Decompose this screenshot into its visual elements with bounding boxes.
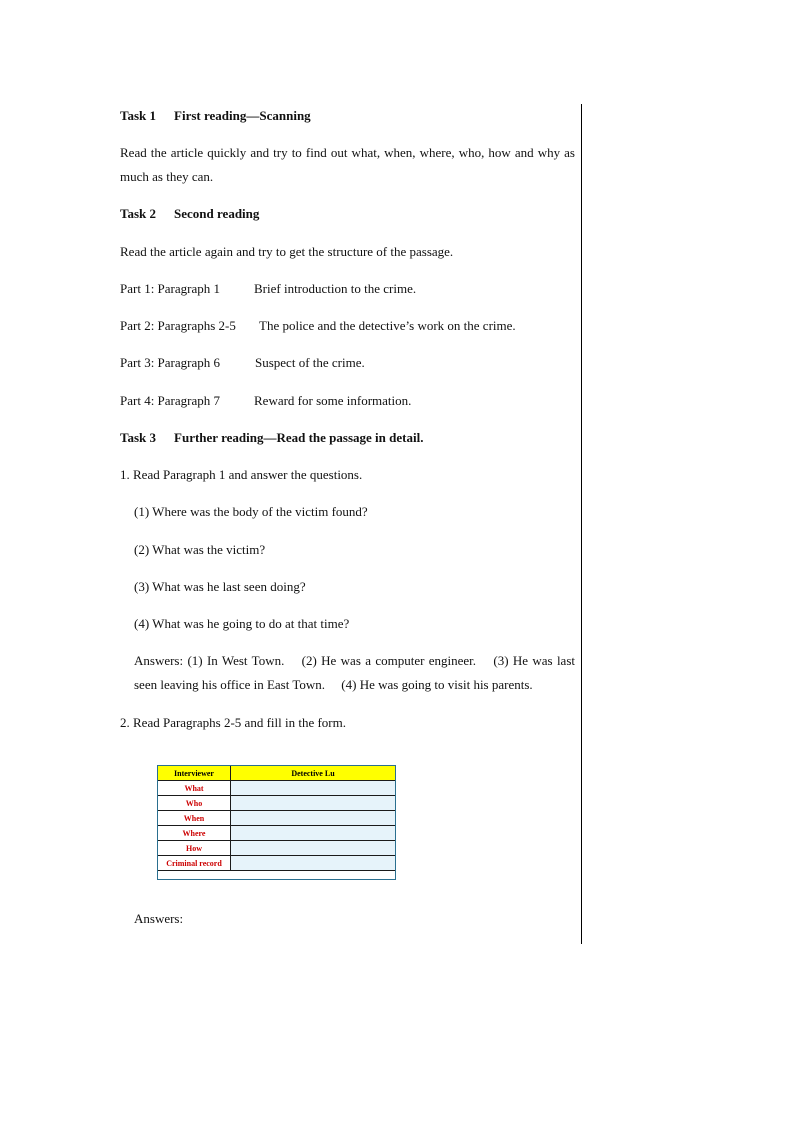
form-row xyxy=(158,826,396,841)
form-header-interviewer: Interviewer xyxy=(158,766,231,781)
structure-part-4 xyxy=(120,393,411,409)
task1-title: First reading—Scanning xyxy=(174,108,311,123)
q1-answers: Answers: (1) In West Town. (2) He was a computer engineer. (3) He was last seen leaving his office in East Town. (4) He was going to visit his parents. xyxy=(134,653,575,692)
form-header-detective: Detective Lu xyxy=(231,766,396,781)
q2-answers-label: Answers: xyxy=(134,911,184,926)
task2-title: Second reading xyxy=(174,206,260,221)
task1-heading xyxy=(120,108,311,124)
task1-instruction: Read the article quickly and try to find out what, when, where, who, how and why as much as they can. xyxy=(120,145,575,184)
task3-heading xyxy=(120,430,423,446)
form-row-label: What xyxy=(158,781,231,796)
form-row xyxy=(158,856,396,871)
structure-part-1 xyxy=(120,281,416,297)
form-answer-cell[interactable] xyxy=(231,781,396,796)
form-row xyxy=(158,781,396,796)
form-row-label: How xyxy=(158,841,231,856)
form-row xyxy=(158,796,396,811)
task2-instruction: Read the article again and try to get the structure of the passage. xyxy=(120,244,454,259)
task1-label: Task 1 xyxy=(120,108,157,123)
form-answer-cell[interactable] xyxy=(231,796,396,811)
form-row-label: Where xyxy=(158,826,231,841)
form-row-label: Criminal record xyxy=(158,856,231,871)
part-label: Part 2: Paragraphs 2-5 xyxy=(120,318,236,333)
part-description: Suspect of the crime. xyxy=(255,355,365,370)
form-answer-cell[interactable] xyxy=(231,811,396,826)
form-answer-cell[interactable] xyxy=(231,826,396,841)
q2-prompt: 2. Read Paragraphs 2-5 and fill in the form. xyxy=(120,715,346,730)
q1-question-2: (2) What was the victim? xyxy=(134,542,266,557)
part-label: Part 3: Paragraph 6 xyxy=(120,355,221,370)
task2-label: Task 2 xyxy=(120,206,157,221)
q1-prompt: 1. Read Paragraph 1 and answer the questions. xyxy=(120,467,363,482)
part-label: Part 1: Paragraph 1 xyxy=(120,281,221,296)
detective-form-table xyxy=(157,765,396,871)
part-description: The police and the detective’s work on the crime. xyxy=(259,318,516,333)
task3-title: Further reading—Read the passage in detail. xyxy=(174,430,424,445)
structure-part-3 xyxy=(120,355,365,371)
part-label: Part 4: Paragraph 7 xyxy=(120,393,221,408)
form-row-label: Who xyxy=(158,796,231,811)
form-header-row xyxy=(158,766,396,781)
form-answer-cell[interactable] xyxy=(231,856,396,871)
q1-question-1: (1) Where was the body of the victim found? xyxy=(134,504,368,519)
q1-question-4: (4) What was he going to do at that time? xyxy=(134,616,350,631)
q1-question-3: (3) What was he last seen doing? xyxy=(134,579,306,594)
part-description: Reward for some information. xyxy=(254,393,412,408)
task3-label: Task 3 xyxy=(120,430,157,445)
form-row xyxy=(158,811,396,826)
structure-part-2 xyxy=(120,318,516,334)
task2-heading xyxy=(120,206,259,222)
form-row-label: When xyxy=(158,811,231,826)
form-row xyxy=(158,841,396,856)
form-answer-cell[interactable] xyxy=(231,841,396,856)
right-margin-rule xyxy=(581,104,582,944)
part-description: Brief introduction to the crime. xyxy=(254,281,417,296)
